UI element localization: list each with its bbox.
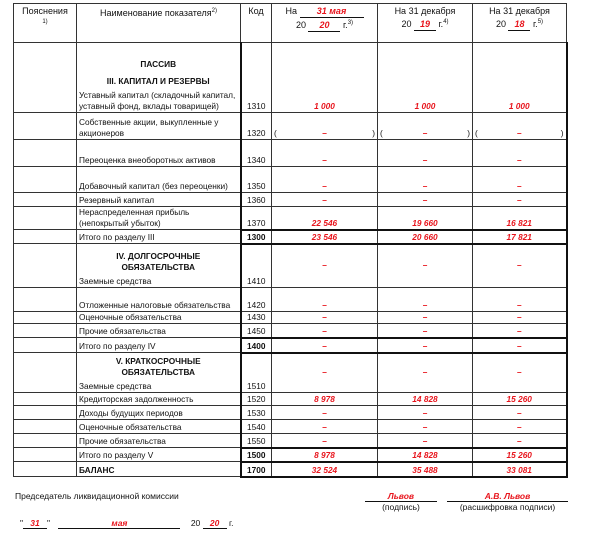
date-day: 31 (23, 518, 47, 529)
notes-cell (14, 420, 77, 434)
value-cell: 1 000 (272, 43, 378, 113)
value-cell: – (473, 312, 567, 324)
row-label: Доходы будущих периодов (77, 406, 241, 420)
row-code: 1540 (241, 420, 272, 434)
value-cell: 19 660 (378, 207, 473, 230)
value-cell: – (473, 420, 567, 434)
value-cell: – (378, 288, 473, 312)
notes-cell (14, 244, 77, 288)
col-period3-header: На 31 декабря 20 18 г.$^{5)}$ (473, 4, 567, 43)
row-code: 1300 (241, 230, 272, 244)
notes-cell (14, 167, 77, 193)
row-label: Итого по разделу IV (77, 338, 241, 353)
table-row (14, 193, 567, 207)
value-cell: – (272, 193, 378, 207)
row-code: 1310 (241, 43, 272, 113)
row-code: 1510 (241, 353, 272, 393)
notes-cell (14, 230, 77, 244)
value-cell: ( – ) (378, 113, 473, 140)
value-cell: – (473, 324, 567, 338)
signature: Львов (365, 491, 437, 502)
value-cell: 35 488 (378, 462, 473, 477)
row-code: 1400 (241, 338, 272, 353)
row-label: Отложенные налоговые обязательства (77, 288, 241, 312)
row-label: Добавочный капитал (без переоценки) (77, 167, 241, 193)
value-cell: 8 978 (272, 393, 378, 406)
notes-cell (14, 406, 77, 420)
value-cell: 16 821 (473, 207, 567, 230)
row-code: 1410 (241, 244, 272, 288)
table-row (14, 420, 567, 434)
section-heading: IV. ДОЛГОСРОЧНЫЕ ОБЯЗАТЕЛЬСТВА (116, 251, 201, 272)
value-cell: – (473, 244, 567, 288)
value-cell: – (272, 140, 378, 167)
value-cell: – (378, 420, 473, 434)
table-row (14, 434, 567, 448)
table-row (14, 406, 567, 420)
table-row (14, 324, 567, 338)
row-label: Оценочные обязательства (77, 312, 241, 324)
table-row (14, 113, 567, 140)
notes-cell (14, 434, 77, 448)
table-row (14, 448, 567, 462)
section-heading: III. КАПИТАЛ И РЕЗЕРВЫ (106, 76, 210, 86)
value-cell: – (473, 406, 567, 420)
value-cell: ( – ) (473, 113, 567, 140)
value-cell: – (272, 434, 378, 448)
row-code: 1550 (241, 434, 272, 448)
value-cell: 17 821 (473, 230, 567, 244)
notes-cell (14, 43, 77, 113)
value-cell: – (473, 353, 567, 393)
value-cell: ( – ) (272, 113, 378, 140)
col-name-header: Наименование показателя$^{2)}$ (77, 4, 241, 43)
value-cell: 15 260 (473, 393, 567, 406)
value-cell: – (378, 167, 473, 193)
value-cell: – (272, 324, 378, 338)
row-label: Переоценка внеоборотных активов (77, 140, 241, 167)
row-label: Кредиторская задолженность (77, 393, 241, 406)
position-label: Председатель ликвидационной комиссии (15, 491, 179, 501)
value-cell: – (378, 324, 473, 338)
col-period1-header: На 31 мая 20 20 г.$^{3)}$ (272, 4, 378, 43)
notes-cell (14, 207, 77, 230)
value-cell: – (272, 338, 378, 353)
row-label: Нераспределенная прибыль (непокрытый убыток) (77, 207, 241, 230)
table-row (14, 288, 567, 312)
row-code: 1370 (241, 207, 272, 230)
table-row (14, 140, 567, 167)
value-cell: 23 546 (272, 230, 378, 244)
row-label: Прочие обязательства (77, 324, 241, 338)
value-cell: – (473, 434, 567, 448)
row-label: БАЛАНС (77, 462, 241, 477)
value-cell: 15 260 (473, 448, 567, 462)
row-code: 1700 (241, 462, 272, 477)
value-cell: 1 000 (378, 43, 473, 113)
table-row (14, 462, 567, 477)
notes-cell (14, 462, 77, 477)
value-cell: – (272, 244, 378, 288)
value-cell: 20 660 (378, 230, 473, 244)
notes-cell (14, 324, 77, 338)
row-code: 1340 (241, 140, 272, 167)
value-cell: 33 081 (473, 462, 567, 477)
row-label: Прочие обязательства (77, 434, 241, 448)
value-cell: – (378, 312, 473, 324)
value-cell: 1 000 (473, 43, 567, 113)
balance-sheet (13, 3, 568, 478)
section-heading: V. КРАТКОСРОЧНЫЕ ОБЯЗАТЕЛЬСТВА (115, 356, 201, 377)
notes-cell (14, 312, 77, 324)
row-code: 1350 (241, 167, 272, 193)
section-heading: ПАССИВ (140, 59, 177, 69)
value-cell: – (378, 406, 473, 420)
row-code: 1530 (241, 406, 272, 420)
value-cell: – (378, 140, 473, 167)
row-code: 1420 (241, 288, 272, 312)
table-row (14, 167, 567, 193)
notes-cell (14, 448, 77, 462)
value-cell: – (473, 338, 567, 353)
date-year: 20 (203, 518, 227, 529)
header-row (14, 4, 567, 43)
row-label: ПАССИВ III. КАПИТАЛ И РЕЗЕРВЫ Уставный капитал (складочный капитал, уставный фонд, вклады товарищей) (77, 43, 241, 113)
value-cell: – (272, 406, 378, 420)
row-label: IV. ДОЛГОСРОЧНЫЕ ОБЯЗАТЕЛЬСТВА Заемные средства (77, 244, 241, 288)
value-cell: – (378, 353, 473, 393)
notes-cell (14, 193, 77, 207)
table-row (14, 230, 567, 244)
table-row (14, 393, 567, 406)
value-cell: – (272, 420, 378, 434)
row-label: Итого по разделу V (77, 448, 241, 462)
row-code: 1450 (241, 324, 272, 338)
value-cell: 14 828 (378, 448, 473, 462)
table-row (14, 338, 567, 353)
row-code: 1500 (241, 448, 272, 462)
row-label: Резервный капитал (77, 193, 241, 207)
notes-cell (14, 338, 77, 353)
col-period2-header: На 31 декабря 20 19 г.$^{4)}$ (378, 4, 473, 43)
value-cell: – (473, 167, 567, 193)
col-notes-header: Пояснения $^{1)}$ (14, 4, 77, 43)
notes-cell (14, 353, 77, 393)
value-cell: – (378, 338, 473, 353)
value-cell: 22 546 (272, 207, 378, 230)
notes-cell (14, 288, 77, 312)
value-cell: – (378, 193, 473, 207)
notes-cell (14, 140, 77, 167)
row-code: 1520 (241, 393, 272, 406)
value-cell: – (473, 288, 567, 312)
table-row (14, 207, 567, 230)
value-cell: – (272, 167, 378, 193)
liabilities-table (13, 3, 568, 478)
value-cell: 32 524 (272, 462, 378, 477)
row-code: 1430 (241, 312, 272, 324)
row-label: Собственные акции, выкупленные у акционеров (77, 113, 241, 140)
table-row (14, 353, 567, 393)
value-cell: – (272, 288, 378, 312)
notes-cell (14, 393, 77, 406)
date-month: мая (58, 518, 180, 529)
value-cell: 8 978 (272, 448, 378, 462)
signature-caption: (подпись) (382, 502, 420, 512)
notes-cell (14, 113, 77, 140)
table-row (14, 244, 567, 288)
value-cell: – (272, 312, 378, 324)
date-line: " 31 " мая 20 20 г. (20, 518, 234, 528)
table-row (14, 43, 567, 113)
value-cell: – (473, 140, 567, 167)
value-cell: 14 828 (378, 393, 473, 406)
row-code: 1320 (241, 113, 272, 140)
row-label: V. КРАТКОСРОЧНЫЕ ОБЯЗАТЕЛЬСТВА Заемные средства (77, 353, 241, 393)
row-label: Оценочные обязательства (77, 420, 241, 434)
value-cell: – (378, 244, 473, 288)
signer-name: А.В. Львов (447, 491, 568, 502)
row-code: 1360 (241, 193, 272, 207)
value-cell: – (473, 193, 567, 207)
signer-name-caption: (расшифровка подписи) (459, 502, 556, 512)
table-row (14, 312, 567, 324)
value-cell: – (272, 353, 378, 393)
value-cell: – (378, 434, 473, 448)
row-label: Итого по разделу III (77, 230, 241, 244)
col-code-header: Код (241, 4, 272, 43)
